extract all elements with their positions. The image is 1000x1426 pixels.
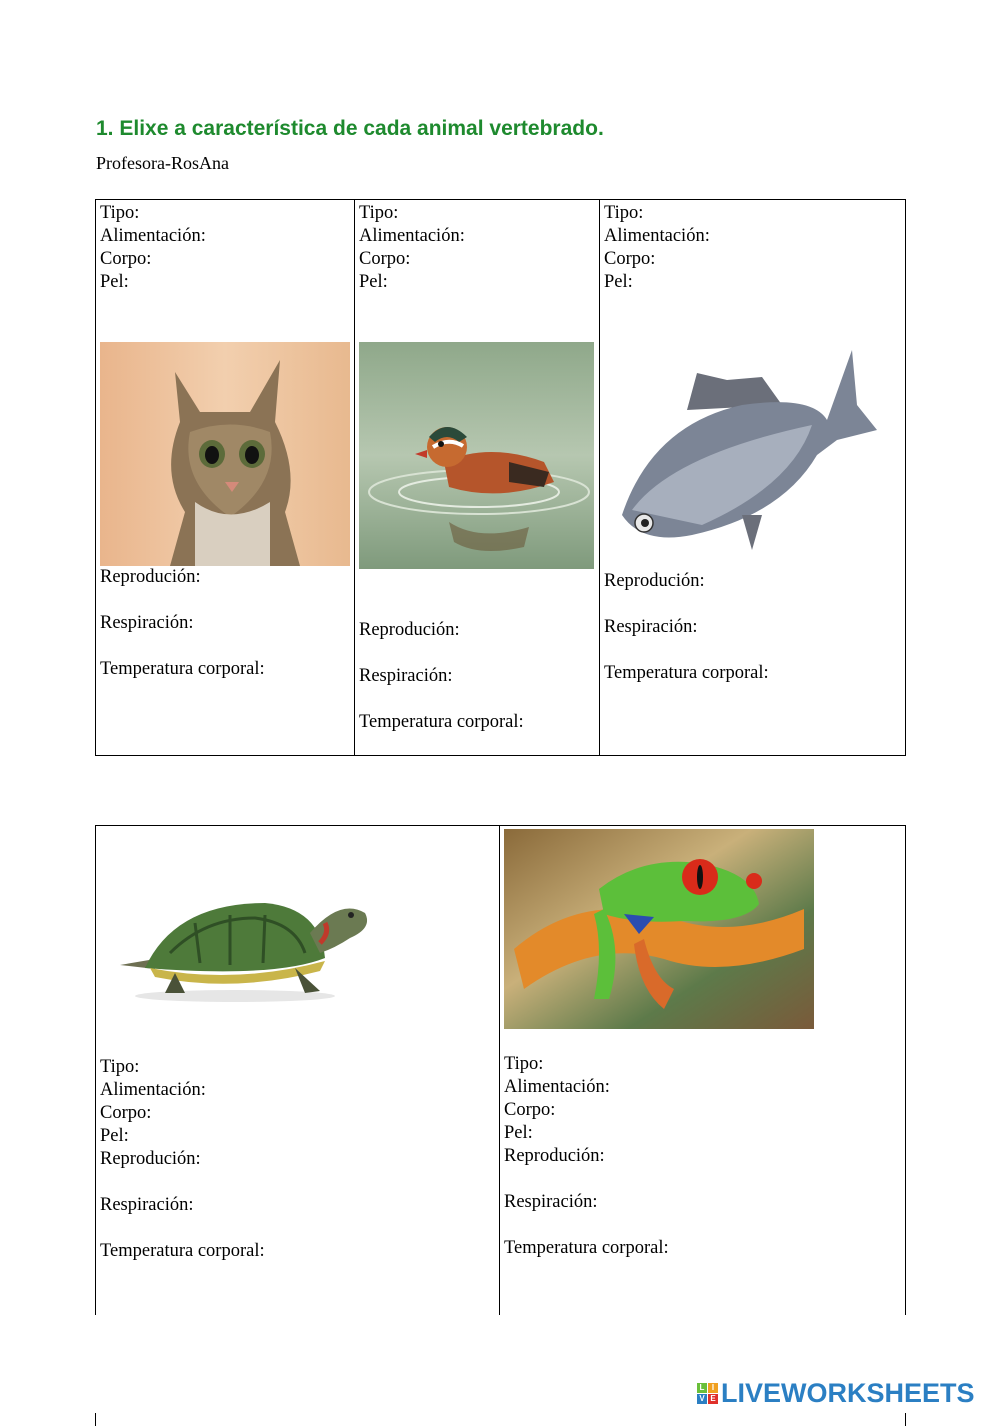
table-top-divider-1 [354, 199, 355, 755]
turtle-image [115, 893, 375, 1003]
logo-letter-v: V [697, 1394, 707, 1404]
corpo-label: Corpo: [604, 249, 656, 269]
cell-duck-top-fields [359, 202, 465, 294]
cell-frog-fields [504, 1053, 669, 1260]
respiracion-label: Respiración: [100, 1195, 194, 1215]
logo-letter-l: L [697, 1383, 707, 1393]
cell-turtle-fields [100, 1056, 265, 1263]
alimentacion-label: Alimentación: [359, 226, 465, 246]
tipo-label: Tipo: [359, 203, 399, 223]
alimentacion-label: Alimentación: [100, 1080, 206, 1100]
alimentacion-label: Alimentación: [504, 1077, 610, 1097]
cell-fish-bottom-fields [604, 570, 769, 685]
temperatura-label: Temperatura corporal: [504, 1238, 669, 1258]
temperatura-label: Temperatura corporal: [100, 1241, 265, 1261]
reproducion-label: Reprodución: [100, 567, 201, 587]
logo-letter-e: E [708, 1394, 718, 1404]
corpo-label: Corpo: [359, 249, 411, 269]
table-top-divider-2 [599, 199, 600, 755]
tipo-label: Tipo: [604, 203, 644, 223]
temperatura-label: Temperatura corporal: [359, 712, 524, 732]
pel-label: Pel: [604, 272, 633, 292]
cell-cat-bottom-fields [100, 566, 265, 681]
tipo-label: Tipo: [504, 1054, 544, 1074]
tipo-label: Tipo: [100, 1057, 140, 1077]
table-bottom-divider [499, 825, 500, 1315]
reproducion-label: Reprodución: [504, 1146, 605, 1166]
temperatura-label: Temperatura corporal: [604, 663, 769, 683]
pel-label: Pel: [504, 1123, 533, 1143]
pel-label: Pel: [100, 272, 129, 292]
fish-image [612, 345, 882, 560]
temperatura-label: Temperatura corporal: [100, 659, 265, 679]
alimentacion-label: Alimentación: [604, 226, 710, 246]
reproducion-label: Reprodución: [359, 620, 460, 640]
tipo-label: Tipo: [100, 203, 140, 223]
logo-mark [697, 1383, 718, 1404]
duck-image [359, 342, 594, 569]
frog-image [504, 829, 814, 1029]
respiracion-label: Respiración: [504, 1192, 598, 1212]
author-label: Profesora-RosAna [96, 153, 229, 173]
respiracion-label: Respiración: [604, 617, 698, 637]
liveworksheets-logo [697, 1378, 975, 1409]
pel-label: Pel: [100, 1126, 129, 1146]
respiracion-label: Respiración: [100, 613, 194, 633]
cell-duck-bottom-fields [359, 619, 524, 734]
page-title: 1. Elixe a característica de cada animal vertebrado. [96, 117, 604, 140]
logo-text: LIVEWORKSHEETS [721, 1378, 975, 1408]
reproducion-label: Reprodución: [604, 571, 705, 591]
cell-fish-top-fields [604, 202, 710, 294]
corpo-label: Corpo: [100, 249, 152, 269]
reproducion-label: Reprodución: [100, 1149, 201, 1169]
pel-label: Pel: [359, 272, 388, 292]
alimentacion-label: Alimentación: [100, 226, 206, 246]
cell-cat-top-fields [100, 202, 206, 294]
cat-image [100, 342, 350, 566]
corpo-label: Corpo: [504, 1100, 556, 1120]
respiracion-label: Respiración: [359, 666, 453, 686]
logo-letter-i: I [708, 1383, 718, 1393]
corpo-label: Corpo: [100, 1103, 152, 1123]
